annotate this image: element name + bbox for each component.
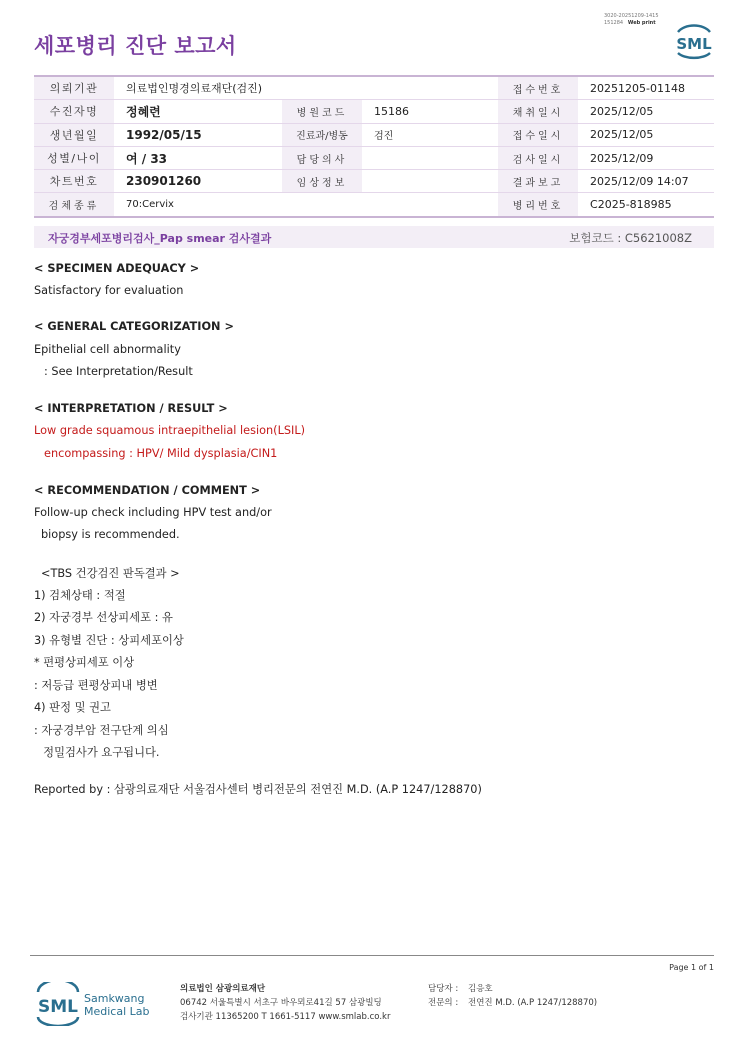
specimen-value: 70:Cervix <box>114 193 498 217</box>
interpretation-header: < INTERPRETATION / RESULT > <box>34 402 228 415</box>
sex-age-value: 여 / 33 <box>114 146 282 169</box>
category-header: < GENERAL CATEGORIZATION > <box>34 320 234 333</box>
report-title: 세포병리 진단 보고서 <box>34 34 237 58</box>
footer-manager: 김응호 <box>468 984 493 994</box>
sml-logo-icon <box>674 24 714 64</box>
interpretation-text-1: Low grade squamous intraepithelial lesion(LSIL) <box>34 424 306 437</box>
request-org-label: 의뢰기관 <box>34 76 114 100</box>
dept-value: 검진 <box>362 123 498 146</box>
birth-label: 생년월일 <box>34 123 114 146</box>
tbs-header: <TBS 건강검진 판독결과 > <box>41 567 180 580</box>
tbs-line: 2) 자궁경부 선상피세포 : 유 <box>34 611 173 624</box>
tbs-line: 3) 유형별 진단 : 상피세포이상 <box>34 634 184 647</box>
chart-no-label: 차트번호 <box>34 170 114 193</box>
footer-logo-icon <box>36 982 160 1030</box>
doctor-label: 담당의사 <box>282 146 362 169</box>
receipt-no-label: 접수번호 <box>498 76 578 100</box>
collect-date-label: 채취일시 <box>498 100 578 123</box>
page-number: Page 1 of 1 <box>669 963 714 972</box>
exam-date-label: 검사일시 <box>498 146 578 169</box>
print-id-line2 <box>604 20 659 27</box>
hospital-code-label: 병원코드 <box>282 100 362 123</box>
table-row <box>34 76 714 100</box>
table-row <box>34 146 714 169</box>
category-text-1: Epithelial cell abnormality <box>34 343 181 356</box>
footer-org: 의료법인 삼광의료재단 <box>180 984 266 994</box>
web-print-label: Web print <box>627 20 656 26</box>
clinical-label: 임상정보 <box>282 170 362 193</box>
receipt-no-value: 20251205-01148 <box>578 76 714 100</box>
patient-value: 정혜련 <box>114 100 282 123</box>
table-row <box>34 100 714 123</box>
print-id: 3020-20251209-1415 <box>604 13 659 19</box>
print-info <box>604 13 659 27</box>
footer-divider <box>30 955 714 956</box>
footer-logo-sub2: Medical Lab <box>84 1005 150 1018</box>
footer-specialist: 전연진 M.D. (A.P 1247/128870) <box>468 998 598 1008</box>
patient-info-table <box>34 75 714 218</box>
tbs-line: 1) 검체상태 : 적절 <box>34 589 126 602</box>
tbs-line: : 자궁경부암 전구단계 의심 <box>34 724 169 737</box>
collect-date-value: 2025/12/05 <box>578 100 714 123</box>
recommendation-text-1: Follow-up check including HPV test and/or <box>34 506 272 519</box>
adequacy-text: Satisfactory for evaluation <box>34 284 184 297</box>
chart-no-value: 230901260 <box>114 170 282 193</box>
pathology-no-label: 병리번호 <box>498 193 578 217</box>
tbs-line: 정밀검사가 요구됩니다. <box>36 746 160 759</box>
sex-age-label: 성별/나이 <box>34 146 114 169</box>
exam-date-value: 2025/12/09 <box>578 146 714 169</box>
report-date-value: 2025/12/09 14:07 <box>578 170 714 193</box>
exam-name: 자궁경부세포병리검사_Pap smear 검사결과 <box>48 232 272 245</box>
dept-label: 진료과/병동 <box>282 123 362 146</box>
category-text-2: : See Interpretation/Result <box>44 365 193 378</box>
patient-label: 수진자명 <box>34 100 114 123</box>
recommendation-text-2: biopsy is recommended. <box>41 528 180 541</box>
footer-logo-text: SML <box>38 997 78 1017</box>
doctor-value <box>362 146 498 169</box>
exam-bar <box>34 226 714 248</box>
footer-address: 06742 서울특별시 서초구 바우뫼로41길 57 삼광빌딩 <box>180 998 382 1008</box>
interpretation-text-2: encompassing : HPV/ Mild dysplasia/CIN1 <box>44 447 278 460</box>
footer-specialist-label: 전문의 : <box>428 998 459 1008</box>
request-org-value: 의료법인명경의료재단(검진) <box>114 76 498 100</box>
receipt-date-label: 접수일시 <box>498 123 578 146</box>
report-date-label: 결과보고 <box>498 170 578 193</box>
tbs-line: * 편평상피세포 이상 <box>34 656 135 669</box>
clinical-value <box>362 170 498 193</box>
recommendation-header: < RECOMMENDATION / COMMENT > <box>34 484 261 497</box>
reported-by: Reported by : 삼광의료재단 서울검사센터 병리전문의 전연진 M.D. (A.P 1247/128870) <box>34 783 482 796</box>
tbs-line: 4) 판정 및 권고 <box>34 701 111 714</box>
table-row <box>34 193 714 217</box>
logo-text: SML <box>676 35 712 53</box>
pathology-no-value: C2025-818985 <box>578 193 714 217</box>
table-row <box>34 170 714 193</box>
footer-manager-label: 담당자 : <box>428 984 459 994</box>
table-row <box>34 123 714 146</box>
receipt-date-value: 2025/12/05 <box>578 123 714 146</box>
hospital-code-value: 15186 <box>362 100 498 123</box>
specimen-label: 검체종류 <box>34 193 114 217</box>
tbs-line: : 저등급 편평상피내 병변 <box>34 679 158 692</box>
print-code: 151284 <box>604 20 624 26</box>
adequacy-header: < SPECIMEN ADEQUACY > <box>34 262 200 275</box>
footer-contact: 검사기관 11365200 T 1661-5117 www.smlab.co.kr <box>180 1012 391 1022</box>
insurance-code: 보험코드 : C5621008Z <box>569 231 692 245</box>
footer-logo-sub1: Samkwang <box>84 992 145 1005</box>
birth-value: 1992/05/15 <box>114 123 282 146</box>
